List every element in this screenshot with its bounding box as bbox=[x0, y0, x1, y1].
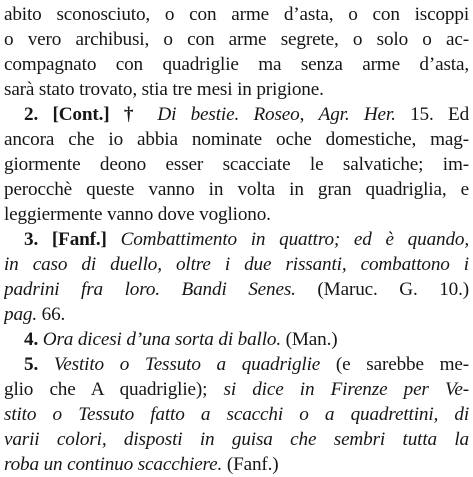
text-segment: Combattimento in quattro; ed è quando, bbox=[120, 229, 469, 250]
text-line bbox=[4, 152, 469, 177]
text-segment: stito o Tessuto fatto a scacchi o a quadrettini, di bbox=[4, 404, 469, 425]
text-segment: roba un continuo scacchiere. bbox=[4, 454, 223, 475]
text-segment: 2. [Cont.] † bbox=[24, 104, 158, 125]
text-line bbox=[4, 77, 469, 102]
text-segment: 3. [Fanf.] bbox=[24, 229, 121, 250]
text-segment: Di bestie. Roseo bbox=[157, 104, 300, 125]
text-line bbox=[4, 452, 469, 477]
text-line bbox=[4, 227, 469, 252]
text-segment: abito sconosciuto, o con arme d’asta, o con iscoppi bbox=[4, 4, 469, 25]
text-segment: o vero archibusi, o con arme segrete, o solo o ac- bbox=[4, 29, 469, 50]
text-line bbox=[4, 277, 469, 302]
text-segment: giormente deono esser scacciate le salvatiche; im- bbox=[4, 154, 469, 175]
text-segment: padrini fra loro. bbox=[4, 279, 160, 300]
text-segment: compagnato con quadriglie ma senza arme d’asta, bbox=[4, 54, 469, 75]
text-line bbox=[4, 377, 469, 402]
text-segment: Bandi Senes. bbox=[181, 279, 296, 300]
text-line bbox=[4, 127, 469, 152]
text-segment: 4. bbox=[24, 329, 43, 350]
text-line bbox=[4, 402, 469, 427]
text-line bbox=[4, 302, 469, 327]
text-segment: (Fanf.) bbox=[222, 454, 279, 475]
text-segment: leggiermente vanno dove vogliono. bbox=[4, 204, 271, 225]
text-segment: 15. Ed bbox=[395, 104, 469, 125]
text-segment: (Man.) bbox=[281, 329, 338, 350]
text-segment: si dice in Firenze per Ve- bbox=[223, 379, 469, 400]
text-line bbox=[4, 2, 469, 27]
text-segment bbox=[160, 279, 182, 300]
text-line bbox=[4, 252, 469, 277]
text-segment: (Maruc. G. 10.) bbox=[295, 279, 469, 300]
text-segment: Agr. Her. bbox=[318, 104, 396, 125]
text-segment: varii colori, disposti in guisa che sembri tutta la bbox=[4, 429, 469, 450]
text-line bbox=[4, 27, 469, 52]
text-segment: Ora dicesi d’una sorta di ballo. bbox=[42, 329, 281, 350]
text-line bbox=[4, 202, 469, 227]
text-line bbox=[4, 427, 469, 452]
text-segment: Vestito o Tessuto a quadriglie bbox=[53, 354, 321, 375]
text-segment: ancora che io abbia nominate oche domestiche, mag- bbox=[4, 129, 469, 150]
text-segment: 5. bbox=[24, 354, 54, 375]
text-line bbox=[4, 52, 469, 77]
text-segment: (e sarebbe me- bbox=[320, 354, 469, 375]
text-segment: sarà stato trovato, stia tre mesi in prigione. bbox=[4, 79, 324, 100]
text-line bbox=[4, 177, 469, 202]
text-segment: pag. bbox=[4, 304, 37, 325]
text-line bbox=[4, 102, 469, 127]
text-line bbox=[4, 352, 469, 377]
text-segment: glio che A quadriglie); bbox=[4, 379, 224, 400]
text-segment: perocchè queste vanno in volta in gran quadriglia, e bbox=[4, 179, 469, 200]
text-segment: in caso di duello, oltre i due rissanti, combattono i bbox=[4, 254, 469, 275]
text-segment: , bbox=[299, 104, 319, 125]
text-line bbox=[4, 327, 469, 352]
text-segment: 66. bbox=[36, 304, 66, 325]
dictionary-entry-text bbox=[4, 2, 469, 477]
